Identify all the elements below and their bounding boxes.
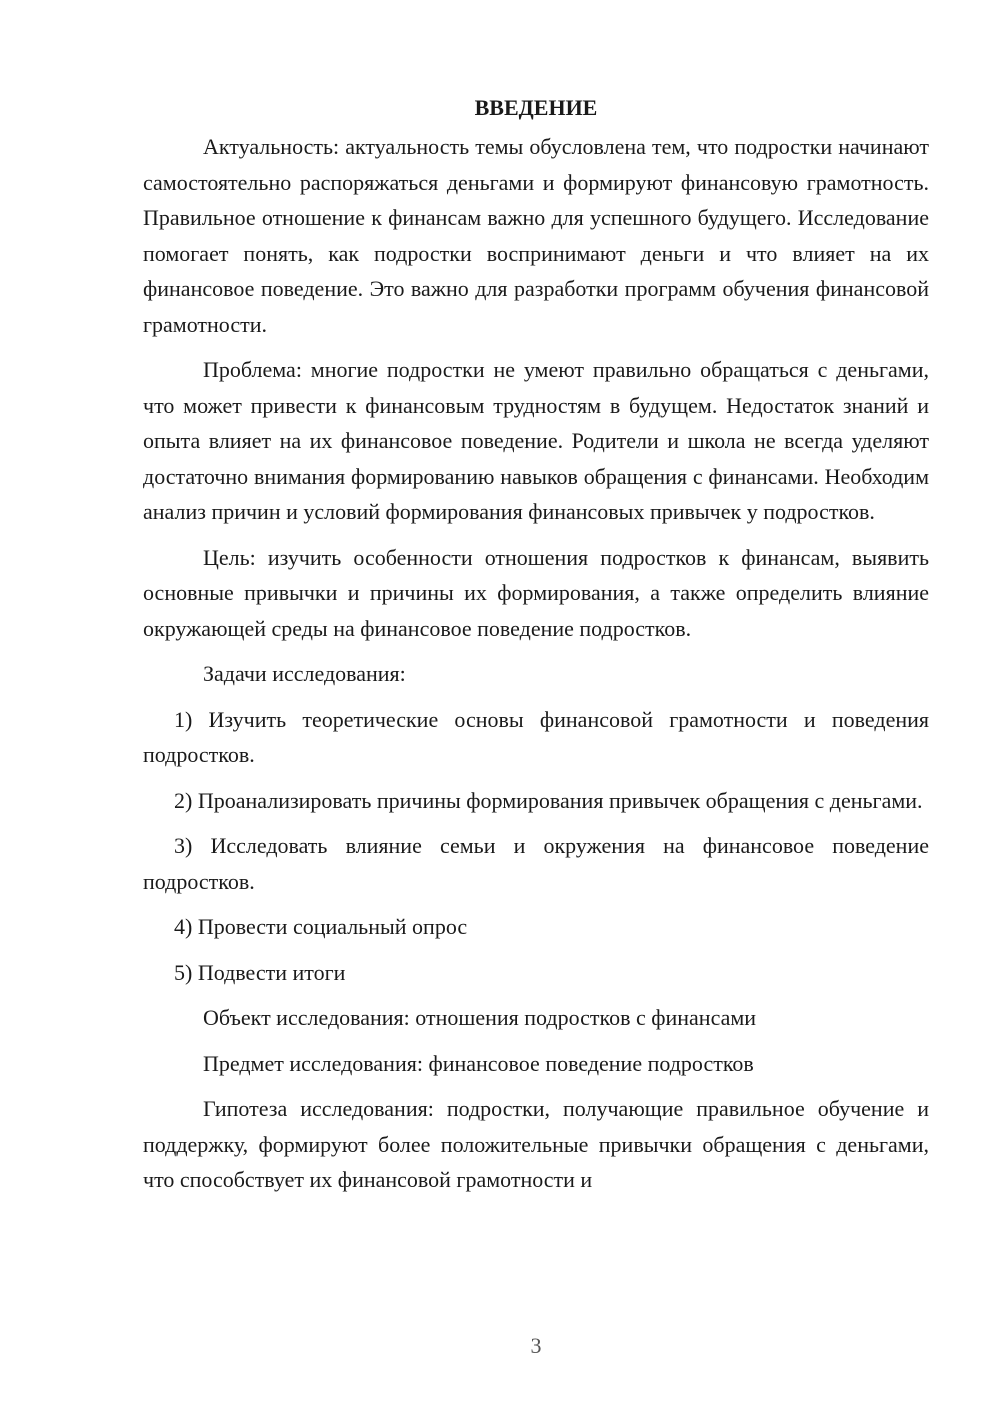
- relevance-paragraph: Актуальность: актуальность темы обусловлена тем, что подростки начинают самостоятельно распоряжаться деньгами и формируют финансовую грамотность. Правильное отношение к финансам важно для успешного будущего. Исследование помогает понять, как подростки воспринимают деньги и что влияет на их финансовое поведение. Это важно для разработки программ обучения финансовой грамотности.: [143, 134, 929, 337]
- page-number: 3: [530, 1333, 542, 1358]
- subject-paragraph: Предмет исследования: финансовое поведение подростков: [203, 1050, 754, 1076]
- task-item-5: 5) Подвести итоги: [174, 959, 346, 985]
- object-paragraph: Объект исследования: отношения подростков с финансами: [203, 1005, 757, 1030]
- task-item-2: 2) Проанализировать причины формирования привычек обращения с деньгами.: [174, 787, 923, 813]
- task-item-3: 3) Исследовать влияние семьи и окружения на финансовое поведение подростков.: [143, 833, 929, 894]
- task-item-4: 4) Провести социальный опрос: [174, 914, 468, 939]
- goal-paragraph: Цель: изучить особенности отношения подростков к финансам, выявить основные привычки и причины их формирования, а также определить влияние окружающей среды на финансовое поведение подростков.: [143, 544, 929, 641]
- tasks-heading: Задачи исследования:: [203, 661, 406, 686]
- page-title: ВВЕДЕНИЕ: [474, 95, 598, 120]
- hypothesis-paragraph: Гипотеза исследования: подростки, получающие правильное обучение и поддержку, формируют более положительные привычки обращения с деньгами, что способствует их финансовой грамотности и: [143, 1096, 929, 1192]
- problem-paragraph: Проблема: многие подростки не умеют правильно обращаться с деньгами, что может привести к финансовым трудностям в будущем. Недостаток знаний и опыта влияет на их финансовое поведение. Родители и школа не всегда уделяют достаточно внимания формированию навыков обращения с финансами. Необходим анализ причин и условий формирования финансовых привычек у подростков.: [143, 357, 929, 524]
- task-item-1: 1) Изучить теоретические основы финансовой грамотности и поведения подростков.: [143, 706, 929, 767]
- document-page: [143, 90, 929, 1198]
